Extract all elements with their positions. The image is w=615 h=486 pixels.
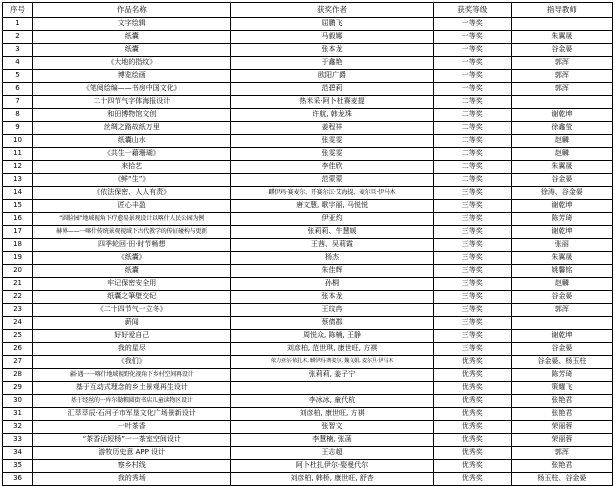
- cell-no: 25: [3, 330, 33, 343]
- table-row: [3, 317, 613, 330]
- cell-teacher: 郭浑: [511, 83, 612, 96]
- cell-author: 李佳欣: [231, 161, 433, 174]
- cell-title: 和田博物馆文创: [33, 109, 231, 122]
- cell-title: 游牧历史意 APP 设计: [33, 447, 231, 460]
- cell-author: 张莉莉、牛慧媛: [231, 226, 433, 239]
- cell-title: 文字绘辑: [33, 18, 231, 31]
- cell-no: 2: [3, 31, 33, 44]
- cell-author: 于鑫艳: [231, 57, 433, 70]
- cell-level: 三等奖: [433, 278, 511, 291]
- cell-teacher: [511, 96, 612, 109]
- cell-teacher: 赵麟: [511, 278, 612, 291]
- cell-level: 二等奖: [433, 161, 511, 174]
- cell-author: 杨杰: [231, 252, 433, 265]
- cell-author: 张本龙: [231, 44, 433, 57]
- table-row: [3, 31, 613, 44]
- table-row: [3, 382, 613, 395]
- cell-title: 察乡村线: [33, 460, 231, 473]
- cell-author: 范蒙蒙: [231, 174, 433, 187]
- cell-teacher: 谷金晏、杨玉柱: [511, 356, 612, 369]
- cell-title: 《鲜“生”》: [33, 174, 231, 187]
- table-row: [3, 109, 613, 122]
- cell-teacher: 朱翼晟: [511, 31, 612, 44]
- cell-author: 热米采·阿卜杜赛麦提: [231, 96, 433, 109]
- cell-title: 四季轮回·田·时节畅想: [33, 239, 231, 252]
- table-row: [3, 187, 613, 200]
- table-row: [3, 447, 613, 460]
- cell-title: 《二十四节气一立冬》: [33, 304, 231, 317]
- cell-no: 28: [3, 369, 33, 382]
- cell-author: 张莉莉, 姜子宁: [231, 369, 433, 382]
- cell-no: 15: [3, 200, 33, 213]
- cell-author: 刘彦柏, 康世旺, 方祺: [231, 408, 433, 421]
- table-row: [3, 226, 613, 239]
- table-row: [3, 434, 613, 447]
- cell-author: 孙桐: [231, 278, 433, 291]
- cell-author: 李慧楠, 张菡: [231, 434, 433, 447]
- cell-author: 刘彦柏, 韩桥, 康世旺, 舒杏: [231, 473, 433, 486]
- cell-author: 姜程祥: [231, 122, 433, 135]
- cell-title: 一叶茶香: [33, 421, 231, 434]
- cell-level: 优秀奖: [433, 421, 511, 434]
- cell-title: 纸囊之筆壁交纪: [33, 291, 231, 304]
- cell-no: 10: [3, 135, 33, 148]
- cell-level: 三等奖: [433, 200, 511, 213]
- table-row: [3, 252, 613, 265]
- table-row: [3, 213, 613, 226]
- cell-teacher: 徐涛、谷金晏: [511, 187, 612, 200]
- cell-no: 31: [3, 408, 33, 421]
- cell-title: “茶香话短杨”一一茶室空间设计: [33, 434, 231, 447]
- cell-author: 刘彦柏, 范世琪, 康世旺, 方祺: [231, 343, 433, 356]
- cell-title: 好好爱自己: [33, 330, 231, 343]
- cell-author: 伊亚灼: [231, 213, 433, 226]
- cell-no: 35: [3, 460, 33, 473]
- cell-level: 优秀奖: [433, 447, 511, 460]
- cell-title: 汇萃萃辰·石河子市军垦文化广场景新设计: [33, 408, 231, 421]
- cell-level: 三等奖: [433, 213, 511, 226]
- cell-teacher: 张艳君: [511, 408, 612, 421]
- table-row: [3, 369, 613, 382]
- cell-author: 朱佳辉: [231, 265, 433, 278]
- cell-title: 纸囊山水: [33, 135, 231, 148]
- cell-author: 欧阳广爵: [231, 70, 433, 83]
- cell-title: 《共生一藉珊瑚》: [33, 148, 231, 161]
- cell-level: 二等奖: [433, 109, 511, 122]
- cell-no: 17: [3, 226, 33, 239]
- table-row: [3, 18, 613, 31]
- column-header-title: 作品名称: [33, 3, 231, 18]
- cell-teacher: [511, 317, 612, 330]
- cell-no: 1: [3, 18, 33, 31]
- table-row: [3, 291, 613, 304]
- cell-no: 30: [3, 395, 33, 408]
- cell-level: 三等奖: [433, 265, 511, 278]
- cell-no: 34: [3, 447, 33, 460]
- cell-teacher: 杨玉柱、谷金晏: [511, 473, 612, 486]
- cell-teacher: 郭浑: [511, 447, 612, 460]
- table-row: [3, 460, 613, 473]
- cell-no: 20: [3, 265, 33, 278]
- cell-level: 优秀奖: [433, 369, 511, 382]
- cell-title: 纸囊: [33, 265, 231, 278]
- cell-teacher: 谢乾坤: [511, 200, 612, 213]
- cell-level: 二等奖: [433, 122, 511, 135]
- table-row: [3, 96, 613, 109]
- table-row: [3, 239, 613, 252]
- table-row: [3, 135, 613, 148]
- cell-author: 王志超: [231, 447, 433, 460]
- cell-title: 薪闻: [33, 317, 231, 330]
- cell-teacher: 谷金晏: [511, 291, 612, 304]
- cell-author: 张雯雯: [231, 135, 433, 148]
- cell-no: 18: [3, 239, 33, 252]
- table-row: [3, 70, 613, 83]
- cell-level: 一等奖: [433, 70, 511, 83]
- cell-teacher: 陈芳琦: [511, 369, 612, 382]
- cell-teacher: 郭浑: [511, 70, 612, 83]
- cell-level: 二等奖: [433, 174, 511, 187]
- table-row: [3, 122, 613, 135]
- cell-no: 6: [3, 83, 33, 96]
- cell-title: 来拾艺: [33, 161, 231, 174]
- cell-teacher: 徐鑫莹: [511, 122, 612, 135]
- cell-teacher: 谢乾坤: [511, 226, 612, 239]
- table-row: [3, 200, 613, 213]
- cell-no: 26: [3, 343, 33, 356]
- cell-level: 优秀奖: [433, 434, 511, 447]
- cell-teacher: 赵麟: [511, 135, 612, 148]
- cell-level: 一等奖: [433, 83, 511, 96]
- cell-author: 王茜、吴莉霞: [231, 239, 433, 252]
- cell-title: 《纸囊》: [33, 252, 231, 265]
- cell-teacher: 张艳君: [511, 460, 612, 473]
- table-row: [3, 473, 613, 486]
- cell-no: 11: [3, 148, 33, 161]
- cell-teacher: 谷金晏: [511, 44, 612, 57]
- cell-no: 3: [3, 44, 33, 57]
- cell-teacher: 策耀飞: [511, 382, 612, 395]
- cell-author: 马毅娜: [231, 31, 433, 44]
- cell-level: 三等奖: [433, 304, 511, 317]
- cell-teacher: 赵麟: [511, 148, 612, 161]
- cell-level: 三等奖: [433, 330, 511, 343]
- cell-title: 我的秀场: [33, 473, 231, 486]
- cell-author: 范碧莉: [231, 83, 433, 96]
- cell-no: 24: [3, 317, 33, 330]
- cell-teacher: 荣丽蓉: [511, 421, 612, 434]
- cell-title: 《大地的指纹》: [33, 57, 231, 70]
- award-list-table: [2, 2, 613, 486]
- cell-title: 二十四节气字体海报设计: [33, 96, 231, 109]
- cell-level: 优秀奖: [433, 460, 511, 473]
- cell-no: 29: [3, 382, 33, 395]
- cell-teacher: 谢乾坤: [511, 330, 612, 343]
- table-row: [3, 395, 613, 408]
- cell-teacher: 郭浑: [511, 304, 612, 317]
- cell-title: 《依法保密、人人有责》: [33, 187, 231, 200]
- cell-teacher: 姚馨铭: [511, 265, 612, 278]
- table-row: [3, 265, 613, 278]
- cell-level: 三等奖: [433, 226, 511, 239]
- cell-author: 屈鹏飞: [231, 18, 433, 31]
- cell-title: 牢记保密安全用: [33, 278, 231, 291]
- table-row: [3, 330, 613, 343]
- cell-author: 张智文: [231, 421, 433, 434]
- table-row: [3, 57, 613, 70]
- cell-no: 16: [3, 213, 33, 226]
- cell-no: 14: [3, 187, 33, 200]
- cell-author: 张本龙: [231, 291, 433, 304]
- cell-title: 我的星尽: [33, 343, 231, 356]
- cell-author: 唐文慧, 歌宇丽, 马悦悦: [231, 200, 433, 213]
- cell-teacher: 朱翼晟: [511, 161, 612, 174]
- cell-no: 21: [3, 278, 33, 291]
- cell-level: 三等奖: [433, 187, 511, 200]
- cell-author: 李冰冰, 童代杭: [231, 395, 433, 408]
- cell-no: 7: [3, 96, 33, 109]
- cell-title: 基于互动式理念的乡土景观再生设计: [33, 382, 231, 395]
- cell-level: 优秀奖: [433, 395, 511, 408]
- cell-author: 蔡倩郡: [231, 317, 433, 330]
- table-row: [3, 83, 613, 96]
- cell-level: 一等奖: [433, 31, 511, 44]
- cell-author: 许航, 韩龙珠: [231, 109, 433, 122]
- cell-no: 8: [3, 109, 33, 122]
- table-row: [3, 148, 613, 161]
- cell-level: 三等奖: [433, 291, 511, 304]
- cell-teacher: 郭浑: [511, 57, 612, 70]
- table-row: [3, 278, 613, 291]
- cell-teacher: 荣丽蓉: [511, 434, 612, 447]
- table-row: [3, 44, 613, 57]
- cell-level: 一等奖: [433, 18, 511, 31]
- cell-title: 纸囊: [33, 44, 231, 57]
- cell-level: 优秀奖: [433, 382, 511, 395]
- cell-level: 优秀奖: [433, 356, 511, 369]
- cell-title: 赫界——一喀什传统景观视域下古代教学的传征碰构与更新: [33, 226, 231, 239]
- cell-author: 周悦众, 陈楠, 王静: [231, 330, 433, 343]
- cell-no: 33: [3, 434, 33, 447]
- cell-teacher: 张丽: [511, 239, 612, 252]
- cell-teacher: 朱翼晟: [511, 252, 612, 265]
- cell-title: 疆·遇一一喀什地域视野化视角下乡村空间再设计: [33, 369, 231, 382]
- table-row: [3, 304, 613, 317]
- cell-author: 阿卜杜扎伊尔·娶曼代尔: [231, 460, 433, 473]
- cell-no: 4: [3, 57, 33, 70]
- cell-level: 三等奖: [433, 252, 511, 265]
- cell-no: 32: [3, 421, 33, 434]
- cell-teacher: 谷金晏: [511, 343, 612, 356]
- cell-no: 13: [3, 174, 33, 187]
- cell-author: [231, 382, 433, 395]
- table-row: [3, 421, 613, 434]
- cell-no: 36: [3, 473, 33, 486]
- cell-level: 三等奖: [433, 239, 511, 252]
- cell-no: 12: [3, 161, 33, 174]
- cell-title: 纸囊: [33, 31, 231, 44]
- cell-teacher: [511, 18, 612, 31]
- cell-title: 《笔阅绘编——书房中国文化》: [33, 83, 231, 96]
- cell-level: 一等奖: [433, 57, 511, 70]
- cell-no: 22: [3, 291, 33, 304]
- cell-author: 麒伊玛·赛麦尔、开赛尔江·艾海提、麦尔旦·伊马木: [231, 187, 433, 200]
- cell-level: 二等奖: [433, 148, 511, 161]
- cell-title: 基于经丝的一库尔勒粮圆街书店儿童读物区设计: [33, 395, 231, 408]
- cell-author: 依力亚尔·依扎木, 麒伊玛·赛麦尔, 魏文娟, 麦尔旦·伊马木: [231, 356, 433, 369]
- cell-no: 27: [3, 356, 33, 369]
- cell-title: “圆脸园”地域视角下疗愈易景观设计以喀什人民公园为例: [33, 213, 231, 226]
- cell-teacher: 谢乾坤: [511, 109, 612, 122]
- table-body: [3, 18, 613, 486]
- table-row: [3, 343, 613, 356]
- table-header-row: [3, 3, 613, 18]
- cell-level: 优秀奖: [433, 473, 511, 486]
- cell-level: 优秀奖: [433, 408, 511, 421]
- table-row: [3, 174, 613, 187]
- column-header-level: 获奖等级: [433, 3, 511, 18]
- table-row: [3, 161, 613, 174]
- cell-teacher: 谷金晏: [511, 174, 612, 187]
- cell-level: 一等奖: [433, 44, 511, 57]
- cell-no: 5: [3, 70, 33, 83]
- cell-level: 三等奖: [433, 317, 511, 330]
- table-row: [3, 408, 613, 421]
- column-header-teacher: 指导教师: [511, 3, 612, 18]
- cell-no: 19: [3, 252, 33, 265]
- cell-level: 二等奖: [433, 135, 511, 148]
- cell-no: 23: [3, 304, 33, 317]
- cell-author: 王玟冉: [231, 304, 433, 317]
- cell-author: 张雯雯: [231, 148, 433, 161]
- cell-teacher: 张艳君: [511, 395, 612, 408]
- cell-title: 博览绘画: [33, 70, 231, 83]
- cell-title: 匠心丰盈: [33, 200, 231, 213]
- cell-no: 9: [3, 122, 33, 135]
- cell-level: 三等奖: [433, 343, 511, 356]
- column-header-no: 序号: [3, 3, 33, 18]
- cell-title: 丝绸之路故纸万里: [33, 122, 231, 135]
- table-row: [3, 356, 613, 369]
- cell-title: 《我们》: [33, 356, 231, 369]
- column-header-author: 获奖作者: [231, 3, 433, 18]
- cell-teacher: 陈芳琦: [511, 213, 612, 226]
- cell-level: 二等奖: [433, 96, 511, 109]
